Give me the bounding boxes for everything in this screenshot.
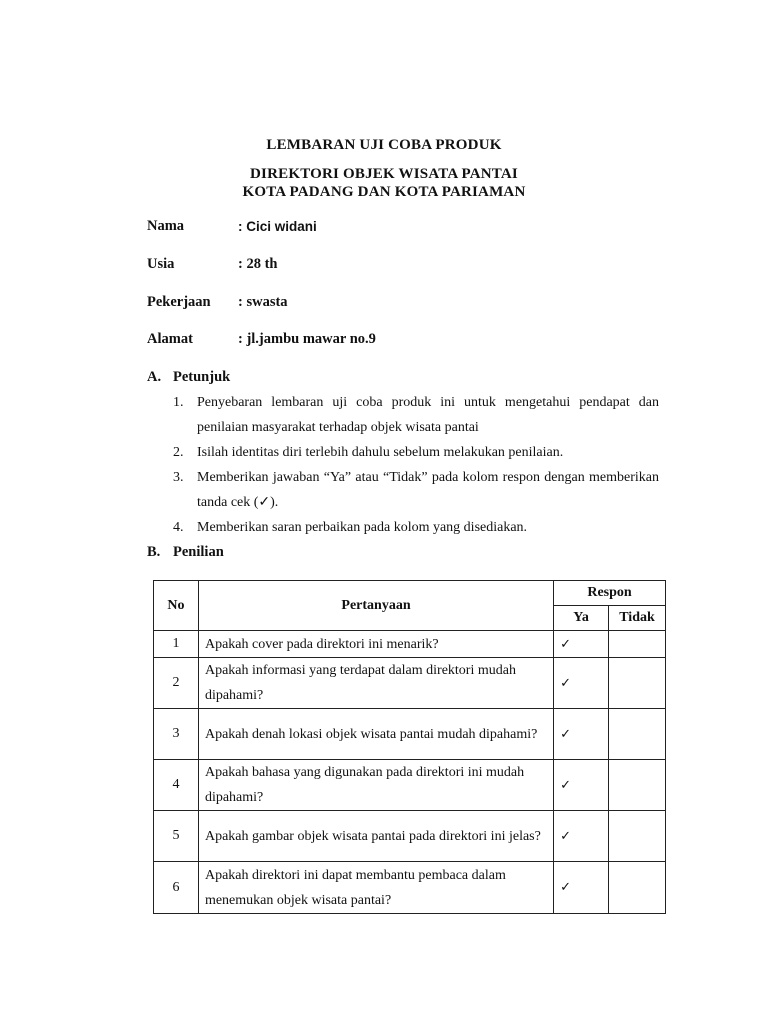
- yes-check-cell[interactable]: ✓: [554, 862, 609, 914]
- instruction-item: [173, 440, 659, 465]
- table-row: [154, 862, 666, 914]
- yes-check-cell[interactable]: ✓: [554, 709, 609, 760]
- yes-check-cell[interactable]: ✓: [554, 631, 609, 658]
- age-value: : 28 th: [238, 256, 278, 272]
- row-question: Apakah gambar objek wisata pantai pada direktori ini jelas?: [198, 811, 553, 862]
- table-row: [154, 760, 666, 811]
- instruction-item: [173, 390, 659, 440]
- header-yes: Ya: [554, 606, 609, 631]
- section-b-heading: [147, 544, 224, 561]
- no-check-cell[interactable]: [609, 709, 666, 760]
- no-check-cell[interactable]: [609, 862, 666, 914]
- instruction-number: 3.: [173, 470, 184, 485]
- instruction-text: Memberikan jawaban “Ya” atau “Tidak” pada kolom respon dengan memberikan tanda cek (✓).: [197, 470, 659, 510]
- table-row: [154, 811, 666, 862]
- yes-check-cell[interactable]: ✓: [554, 811, 609, 862]
- section-a-heading: [147, 369, 230, 386]
- document-title: LEMBARAN UJI COBA PRODUK: [266, 137, 502, 153]
- address-value: : jl.jambu mawar no.9: [238, 331, 376, 347]
- table-row: [154, 709, 666, 760]
- row-question: Apakah denah lokasi objek wisata pantai mudah dipahami?: [198, 709, 553, 760]
- name-label: Nama: [147, 218, 185, 234]
- rating-table: [153, 580, 666, 914]
- header-no-answer: Tidak: [609, 606, 666, 631]
- no-check-cell[interactable]: [609, 760, 666, 811]
- row-number: 3: [154, 709, 199, 760]
- instruction-number: 1.: [173, 395, 184, 410]
- row-number: 4: [154, 760, 199, 811]
- header-question: Pertanyaan: [198, 581, 553, 631]
- document-subtitle-line2: KOTA PADANG DAN KOTA PARIAMAN: [242, 184, 526, 200]
- document-subtitle-line1: DIREKTORI OBJEK WISATA PANTAI: [250, 166, 518, 182]
- no-check-cell[interactable]: [609, 631, 666, 658]
- instruction-text: Isilah identitas diri terlebih dahulu sebelum melakukan penilaian.: [197, 445, 564, 460]
- instruction-text: Memberikan saran perbaikan pada kolom yang disediakan.: [197, 520, 528, 535]
- table-row: [154, 658, 666, 709]
- header-response: Respon: [554, 581, 666, 606]
- table-header-row: [154, 581, 666, 606]
- yes-check-cell[interactable]: ✓: [554, 760, 609, 811]
- instruction-text: Penyebaran lembaran uji coba produk ini untuk mengetahui pendapat dan penilaian masyarakat terhadap objek wisata pantai: [197, 395, 659, 435]
- instruction-item: [173, 465, 659, 515]
- row-number: 5: [154, 811, 199, 862]
- row-question: Apakah direktori ini dapat membantu pembaca dalam menemukan objek wisata pantai?: [198, 862, 553, 914]
- instruction-number: 4.: [173, 520, 184, 535]
- section-b-title: Penilian: [173, 544, 224, 560]
- row-question: Apakah cover pada direktori ini menarik?: [198, 631, 553, 658]
- section-a-letter: A.: [147, 369, 162, 385]
- row-question: Apakah bahasa yang digunakan pada direktori ini mudah dipahami?: [198, 760, 553, 811]
- occupation-label: Pekerjaan: [147, 294, 211, 310]
- row-number: 2: [154, 658, 199, 709]
- address-label: Alamat: [147, 331, 193, 347]
- age-label: Usia: [147, 256, 175, 272]
- occupation-value: : swasta: [238, 294, 288, 310]
- row-question: Apakah informasi yang terdapat dalam direktori mudah dipahami?: [198, 658, 553, 709]
- no-check-cell[interactable]: [609, 811, 666, 862]
- instruction-item: [173, 515, 659, 540]
- section-b-letter: B.: [147, 544, 161, 560]
- header-no: No: [154, 581, 199, 631]
- row-number: 6: [154, 862, 199, 914]
- section-a-title: Petunjuk: [173, 369, 231, 385]
- name-value: : Cici widani: [238, 219, 317, 234]
- yes-check-cell[interactable]: ✓: [554, 658, 609, 709]
- row-number: 1: [154, 631, 199, 658]
- table-row: [154, 631, 666, 658]
- no-check-cell[interactable]: [609, 658, 666, 709]
- instruction-number: 2.: [173, 445, 184, 460]
